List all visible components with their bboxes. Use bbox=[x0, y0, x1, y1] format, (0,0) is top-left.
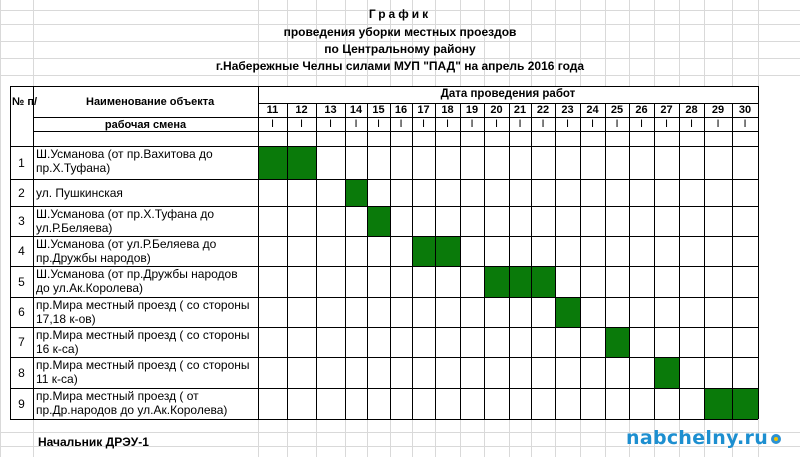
day-header: 12 bbox=[295, 104, 308, 116]
schedule-fill-cell bbox=[258, 146, 287, 179]
schedule-fill-cell bbox=[412, 236, 435, 266]
object-name-line: 17,18 к-ов) bbox=[36, 312, 96, 326]
shift-mark: I bbox=[664, 118, 669, 130]
shift-label: рабочая смена bbox=[104, 119, 187, 131]
day-header: 19 bbox=[465, 104, 479, 116]
shift-mark: I bbox=[743, 118, 747, 130]
shift-mark: I bbox=[376, 118, 381, 130]
schedule-fill-cell bbox=[509, 266, 531, 297]
object-name-line: 16 к-са) bbox=[36, 342, 79, 356]
day-header: 26 bbox=[635, 104, 648, 116]
shift-mark: I bbox=[399, 118, 403, 130]
row-number: 1 bbox=[18, 156, 25, 170]
logo-icon bbox=[771, 434, 781, 444]
day-header: 16 bbox=[394, 104, 408, 116]
shift-mark: I bbox=[328, 118, 333, 130]
row-number: 4 bbox=[18, 244, 25, 258]
row-number: 3 bbox=[18, 214, 25, 228]
object-name-line: до ул.Ак.Королева) bbox=[36, 281, 144, 295]
day-header: 21 bbox=[513, 104, 527, 116]
object-name-line: ул.Р.Беляева) bbox=[36, 221, 113, 235]
row-number: 7 bbox=[18, 335, 25, 349]
row-number: 8 bbox=[18, 366, 25, 380]
object-name-line: ул. Пушкинская bbox=[36, 186, 123, 200]
shift-mark: I bbox=[445, 118, 450, 130]
doc-subtitle-1: проведения уборки местных проездов bbox=[283, 25, 517, 39]
doc-title: График bbox=[368, 7, 432, 21]
object-name-line: пр.Мира местный проезд ( от bbox=[36, 389, 199, 403]
schedule-fill-cell bbox=[555, 297, 580, 327]
row-number: 9 bbox=[18, 397, 25, 411]
day-header: 14 bbox=[349, 104, 363, 116]
day-header: 22 bbox=[536, 104, 550, 116]
column-header-number: № п/ bbox=[12, 96, 38, 108]
schedule-fill-cell bbox=[345, 179, 367, 206]
schedule-fill-cell bbox=[605, 327, 629, 357]
shift-mark: I bbox=[494, 118, 499, 130]
schedule-fill-cell bbox=[704, 388, 732, 419]
day-header: 11 bbox=[266, 104, 279, 116]
shift-mark: I bbox=[541, 118, 545, 130]
schedule-fill-cell bbox=[484, 266, 509, 297]
schedule-fill-cell bbox=[654, 357, 679, 388]
day-header: 15 bbox=[372, 104, 385, 116]
day-header: 28 bbox=[685, 104, 698, 116]
shift-mark: I bbox=[615, 118, 619, 130]
object-name-line: Ш.Усманова (от пр.Вахитова до bbox=[36, 147, 213, 161]
shift-mark: I bbox=[518, 118, 522, 130]
schedule-fill-cell bbox=[732, 388, 758, 419]
shift-mark: I bbox=[270, 118, 275, 130]
shift-mark: I bbox=[354, 118, 358, 130]
doc-subtitle-2: по Центральному району bbox=[324, 42, 476, 56]
shift-mark: I bbox=[639, 118, 644, 130]
schedule-fill-cell bbox=[287, 146, 316, 179]
row-number: 5 bbox=[18, 275, 25, 289]
object-name-line: пр.Мира местный проезд ( со стороны bbox=[36, 358, 250, 372]
day-header: 17 bbox=[417, 104, 430, 116]
object-name-line: пр.Мира местный проезд ( со стороны bbox=[36, 328, 250, 342]
object-name-line: Ш.Усманова (от ул.Р.Беляева до bbox=[36, 237, 217, 251]
object-name-line: Ш.Усманова (от пр.Х.Туфана до bbox=[36, 207, 215, 221]
doc-subtitle-3: г.Набережные Челны силами МУП "ПАД" на апрель 2016 года bbox=[215, 59, 585, 73]
signature-label: Начальник ДРЭУ-1 bbox=[38, 435, 149, 449]
day-header: 23 bbox=[561, 104, 574, 116]
watermark-text: nabchelny.ru bbox=[626, 427, 769, 449]
day-header: 13 bbox=[324, 104, 337, 116]
day-header: 18 bbox=[441, 104, 454, 116]
object-name-line: пр.Мира местный проезд ( со стороны bbox=[36, 298, 250, 312]
site-watermark bbox=[626, 427, 781, 449]
row-number: 2 bbox=[18, 186, 25, 200]
object-name-line: Ш.Усманова (от пр.Дружбы народов bbox=[36, 267, 238, 281]
shift-mark: I bbox=[299, 118, 304, 130]
day-header: 29 bbox=[711, 104, 725, 116]
schedule-fill-cell bbox=[531, 266, 555, 297]
shift-mark: I bbox=[421, 118, 426, 130]
shift-mark: I bbox=[689, 118, 694, 130]
day-header: 25 bbox=[610, 104, 624, 116]
row-number: 6 bbox=[18, 305, 25, 319]
shift-mark: I bbox=[716, 118, 720, 130]
shift-mark: I bbox=[470, 118, 474, 130]
object-name-line: пр.Дружбы народов) bbox=[36, 251, 151, 265]
object-name-line: пр.Х.Туфана) bbox=[36, 161, 111, 175]
day-header: 24 bbox=[586, 104, 599, 116]
shift-mark: I bbox=[590, 118, 595, 130]
schedule-fill-cell bbox=[435, 236, 460, 266]
object-name-line: 11 к-са) bbox=[36, 372, 78, 386]
object-name-line: пр.Др.народов до ул.Ак.Королева) bbox=[36, 403, 228, 417]
day-header: 20 bbox=[490, 104, 503, 116]
column-header-dates: Дата проведения работ bbox=[440, 88, 576, 100]
shift-mark: I bbox=[565, 118, 570, 130]
day-header: 27 bbox=[660, 104, 673, 116]
schedule-fill-cell bbox=[367, 206, 390, 236]
column-header-name: Наименование объекта bbox=[86, 96, 215, 108]
day-header: 30 bbox=[738, 104, 752, 116]
